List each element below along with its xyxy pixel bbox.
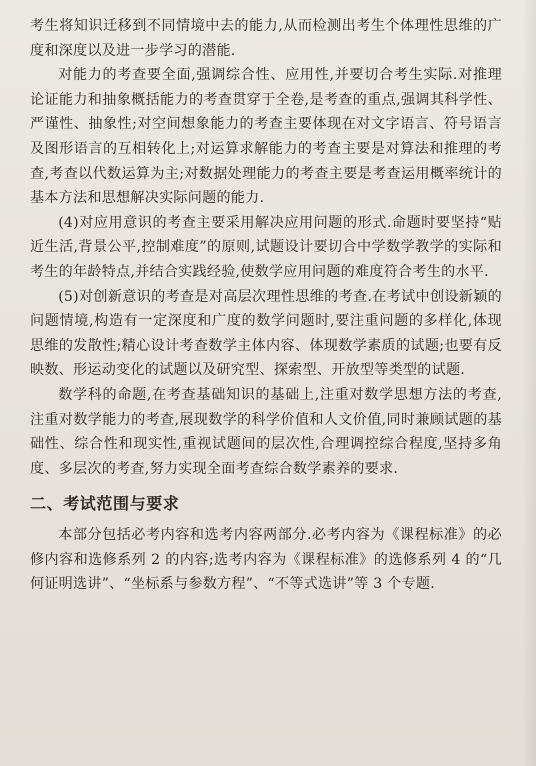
- paragraph-ability-assessment: 对能力的考查要全面,强调综合性、应用性,并要切合考生实际.对推理论证能力和抽象概括能力的考查贯穿于全卷,是考查的重点,强调其科学性、严谨性、抽象性;对空间想象能力的考查主要体现在对文字语言、符号语言及图形语言的互相转化上;对运算求解能力的考查主要是对算法和推理的考查,考查以代数运算为主;对数据处理能力的考查主要是考查运用概率统计的基本方法和思想解决实际问题的能力.: [30, 67, 502, 207]
- paragraph-potential: 考生将知识迁移到不同情境中去的能力,从而检测出考生个体理性思维的广度和深度以及进一步学习的潜能.: [30, 18, 502, 59]
- paragraph-application-awareness: (4)对应用意识的考查主要采用解决应用问题的形式.命题时要坚持“贴近生活,背景公平,控制难度”的原则,试题设计要切合中学数学教学的实际和考生的年龄特点,并结合实践经验,使数学应用问题的难度符合考生的水平.: [30, 214, 502, 280]
- paragraph-innovation-awareness: (5)对创新意识的考查是对高层次理性思维的考查.在考试中创设新颖的问题情境,构造有一定深度和广度的数学问题时,要注重问题的多样化,体现思维的发散性;精心设计考查数学主体内容、体现数学素质的试题;也要有反映数、形运动变化的试题以及研究型、探索型、开放型等类型的试题.: [30, 288, 502, 379]
- paragraph-math-proposition: 数学科的命题,在考查基础知识的基础上,注重对数学思想方法的考查,注重对数学能力的考查,展现数学的科学价值和人文价值,同时兼顾试题的基础性、综合性和现实性,重视试题间的层次性,合理调控综合程度,坚持多角度、多层次的考查,努力实现全面考查综合数学素养的要求.: [30, 386, 502, 477]
- paragraph-exam-content: 本部分包括必考内容和选考内容两部分.必考内容为《课程标准》的必修内容和选修系列 2 的内容;选考内容为《课程标准》的选修系列 4 的“几何证明选讲”、“坐标系与参数方程”、“不等式选讲”等 3 个专题.: [30, 527, 502, 593]
- section-heading-exam-scope: 二、考试范围与要求: [30, 494, 180, 514]
